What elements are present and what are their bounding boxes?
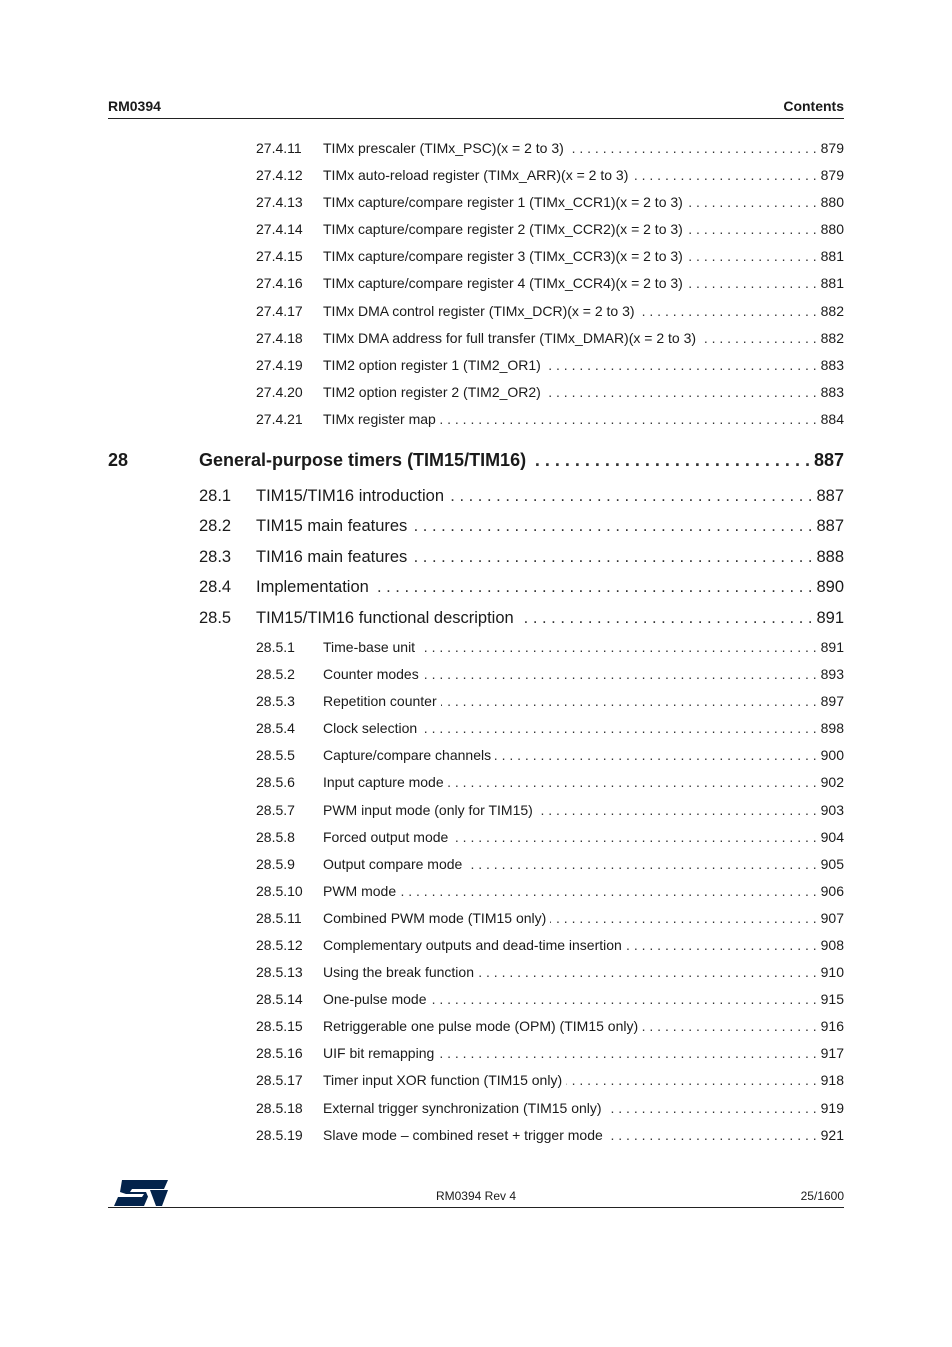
toc-entry[interactable] xyxy=(108,1072,844,1099)
header-rule xyxy=(108,118,844,119)
toc-entry[interactable] xyxy=(108,747,844,774)
toc-entry[interactable] xyxy=(108,991,844,1018)
toc-entry-page: 893 xyxy=(820,666,844,683)
toc-entry-title: Timer input XOR function (TIM15 only) xyxy=(323,1072,563,1089)
toc-entry-title: TIMx auto-reload register (TIMx_ARR)(x = 2 to 3) xyxy=(323,167,629,184)
toc-entry-page: 900 xyxy=(820,747,844,764)
footer-rule xyxy=(108,1207,844,1208)
toc-entry[interactable] xyxy=(108,883,844,910)
dot-leader xyxy=(550,910,816,926)
toc-entry-page: 881 xyxy=(820,275,844,292)
dot-leader xyxy=(400,883,817,899)
toc-entry-title: Forced output mode xyxy=(323,828,449,845)
toc-entry[interactable] xyxy=(108,330,844,357)
dot-leader xyxy=(687,275,817,291)
toc-entry-title: TIM2 option register 2 (TIM2_OR2) xyxy=(323,383,541,400)
toc-entry[interactable] xyxy=(108,303,844,330)
dot-leader xyxy=(545,384,817,400)
toc-entry-number: 27.4.15 xyxy=(256,248,303,265)
toc-entry-page: 887 xyxy=(816,517,844,536)
toc-entry-title: TIMx register map xyxy=(323,410,436,427)
toc-entry-page: 908 xyxy=(820,937,844,954)
toc-entry-page: 882 xyxy=(820,302,844,319)
toc-entry-title: Clock selection xyxy=(323,720,418,737)
toc-entry-title: Complementary outputs and dead-time insertion xyxy=(323,937,622,954)
toc-entry[interactable] xyxy=(108,221,844,248)
toc-entry-title: TIM16 main features xyxy=(256,547,408,566)
dot-leader xyxy=(642,1018,817,1034)
toc-entry-title: TIM2 option register 1 (TIM2_OR1) xyxy=(323,356,541,373)
toc-entry-page: 906 xyxy=(820,882,844,899)
toc-entry-page: 907 xyxy=(820,909,844,926)
dot-leader xyxy=(438,1045,816,1061)
toc-entry-title: TIM15 main features xyxy=(256,517,408,536)
toc-entry-number: 28.5.8 xyxy=(256,828,295,845)
toc-entry-title: Combined PWM mode (TIM15 only) xyxy=(323,909,547,926)
toc-entry[interactable] xyxy=(108,248,844,275)
toc-entry-page: 880 xyxy=(820,221,844,238)
doc-id: RM0394 xyxy=(108,98,161,114)
toc-entry-number: 28.2 xyxy=(199,517,232,536)
toc-entry-number: 27.4.16 xyxy=(256,275,303,292)
toc-entry[interactable] xyxy=(108,802,844,829)
toc-entry-page: 918 xyxy=(820,1072,844,1089)
toc-entry-title: TIMx DMA control register (TIMx_DCR)(x = 2 to 3) xyxy=(323,302,635,319)
toc-entry-title: Counter modes xyxy=(323,666,419,683)
dot-leader xyxy=(639,303,817,319)
toc-entry-number: 28.5.15 xyxy=(256,1018,303,1035)
toc-entry-title: TIM15/TIM16 functional description xyxy=(256,608,514,627)
toc-entry-number: 28.5.4 xyxy=(256,720,295,737)
toc-entry[interactable] xyxy=(108,487,844,517)
dot-leader xyxy=(431,991,817,1007)
toc-entry-number: 28.5 xyxy=(199,608,232,627)
toc-entry[interactable] xyxy=(108,517,844,547)
toc-entry-title: Capture/compare channels xyxy=(323,747,492,764)
toc-entry-number: 27.4.18 xyxy=(256,329,303,346)
dot-leader xyxy=(419,639,817,655)
toc-entry-number: 28.5.5 xyxy=(256,747,295,764)
toc-entry-page: 917 xyxy=(820,1045,844,1062)
toc-entry-number: 27.4.20 xyxy=(256,383,303,400)
toc-entry-number: 28.5.3 xyxy=(256,693,295,710)
toc-entry-title: PWM input mode (only for TIM15) xyxy=(323,801,533,818)
toc-entry-number: 28.5.10 xyxy=(256,882,303,899)
toc-entry-number: 28.5.17 xyxy=(256,1072,303,1089)
toc-entry-title: Slave mode – combined reset + trigger mode xyxy=(323,1126,603,1143)
toc-entry-title: UIF bit remapping xyxy=(323,1045,435,1062)
toc-entry-title: TIMx capture/compare register 2 (TIMx_CCR2)(x = 2 to 3) xyxy=(323,221,683,238)
toc-entry[interactable] xyxy=(108,1045,844,1072)
dot-leader xyxy=(441,693,817,709)
page-number: 25/1600 xyxy=(800,1189,844,1203)
dot-leader xyxy=(411,548,812,567)
toc-entry-title: One-pulse mode xyxy=(323,991,427,1008)
toc-entry-page: 883 xyxy=(820,383,844,400)
toc-entry[interactable] xyxy=(108,578,844,608)
toc-entry[interactable] xyxy=(108,693,844,720)
toc-entry-number: 27.4.14 xyxy=(256,221,303,238)
dot-leader xyxy=(632,167,816,183)
toc-entry-title: TIMx capture/compare register 1 (TIMx_CCR1)(x = 2 to 3) xyxy=(323,194,683,211)
toc-entry[interactable] xyxy=(108,140,844,167)
toc-entry-page: 883 xyxy=(820,356,844,373)
toc-entry-title: TIM15/TIM16 introduction xyxy=(256,487,444,506)
table-of-contents xyxy=(108,140,844,1154)
toc-entry[interactable] xyxy=(108,856,844,883)
toc-entry-page: 879 xyxy=(820,167,844,184)
dot-leader xyxy=(452,829,816,845)
dot-leader xyxy=(568,140,817,156)
dot-leader xyxy=(530,450,810,471)
toc-entry-page: 905 xyxy=(820,855,844,872)
toc-entry-page: 904 xyxy=(820,828,844,845)
toc-entry-page: 884 xyxy=(820,410,844,427)
toc-entry-number: 28 xyxy=(108,450,129,471)
toc-entry-title: Retriggerable one pulse mode (OPM) (TIM15 only) xyxy=(323,1018,639,1035)
dot-leader xyxy=(448,487,812,506)
toc-entry-title: PWM mode xyxy=(323,882,397,899)
toc-entry-title: TIMx capture/compare register 3 (TIMx_CCR3)(x = 2 to 3) xyxy=(323,248,683,265)
toc-entry[interactable] xyxy=(108,194,844,221)
dot-leader xyxy=(687,194,817,210)
toc-entry-number: 28.4 xyxy=(199,578,232,597)
toc-entry-number: 28.5.16 xyxy=(256,1045,303,1062)
toc-entry-page: 882 xyxy=(820,329,844,346)
toc-entry-number: 27.4.13 xyxy=(256,194,303,211)
toc-entry-number: 28.5.12 xyxy=(256,937,303,954)
toc-entry-page: 881 xyxy=(820,248,844,265)
section-name: Contents xyxy=(783,98,844,114)
toc-entry-number: 28.1 xyxy=(199,487,232,506)
toc-entry[interactable] xyxy=(108,357,844,384)
dot-leader xyxy=(423,666,817,682)
toc-entry[interactable] xyxy=(108,167,844,194)
toc-entry[interactable] xyxy=(108,609,844,639)
toc-entry-number: 28.5.19 xyxy=(256,1126,303,1143)
toc-entry-title: Time-base unit xyxy=(323,638,416,655)
toc-entry-title: Repetition counter xyxy=(323,693,437,710)
toc-entry-number: 28.5.18 xyxy=(256,1099,303,1116)
toc-entry[interactable] xyxy=(108,548,844,578)
toc-entry-page: 890 xyxy=(816,578,844,597)
dot-leader xyxy=(687,221,817,237)
dot-leader xyxy=(687,248,817,264)
toc-entry-page: 887 xyxy=(813,450,844,471)
toc-entry-page: 910 xyxy=(820,964,844,981)
toc-entry[interactable] xyxy=(108,964,844,991)
toc-entry-page: 880 xyxy=(820,194,844,211)
toc-entry-number: 27.4.17 xyxy=(256,302,303,319)
toc-entry[interactable] xyxy=(108,411,844,438)
toc-entry-page: 897 xyxy=(820,693,844,710)
toc-entry-title: TIMx capture/compare register 4 (TIMx_CCR4)(x = 2 to 3) xyxy=(323,275,683,292)
toc-entry[interactable] xyxy=(108,666,844,693)
toc-entry-title: Input capture mode xyxy=(323,774,444,791)
toc-entry-page: 902 xyxy=(820,774,844,791)
toc-entry-number: 28.5.6 xyxy=(256,774,295,791)
toc-entry-number: 28.3 xyxy=(199,547,232,566)
toc-entry-number: 27.4.11 xyxy=(256,140,302,156)
toc-entry-page: 915 xyxy=(820,991,844,1008)
toc-entry-number: 28.5.13 xyxy=(256,964,303,981)
dot-leader xyxy=(448,774,817,790)
toc-entry-title: Implementation xyxy=(256,578,369,597)
revision: RM0394 Rev 4 xyxy=(435,1189,517,1203)
toc-entry[interactable] xyxy=(108,1100,844,1127)
toc-entry-page: 879 xyxy=(820,140,844,156)
toc-entry[interactable] xyxy=(108,450,844,487)
dot-leader xyxy=(566,1072,817,1088)
toc-entry-number: 28.5.9 xyxy=(256,855,295,872)
toc-entry-page: 888 xyxy=(816,547,844,566)
toc-entry-number: 27.4.12 xyxy=(256,167,303,184)
toc-entry-page: 891 xyxy=(816,608,844,627)
toc-entry-page: 921 xyxy=(820,1126,844,1143)
toc-entry-page: 898 xyxy=(820,720,844,737)
toc-entry[interactable] xyxy=(108,829,844,856)
toc-entry[interactable] xyxy=(108,1018,844,1045)
toc-entry-number: 28.5.11 xyxy=(256,909,302,926)
dot-leader xyxy=(373,578,813,597)
dot-leader xyxy=(606,1100,817,1116)
dot-leader xyxy=(466,856,816,872)
dot-leader xyxy=(607,1127,817,1143)
toc-entry[interactable] xyxy=(108,1127,844,1154)
toc-entry-number: 27.4.19 xyxy=(256,356,303,373)
toc-entry-title: General-purpose timers (TIM15/TIM16) xyxy=(199,450,527,471)
toc-entry-number: 28.5.14 xyxy=(256,991,303,1008)
toc-entry-page: 891 xyxy=(820,638,844,655)
toc-entry-number: 28.5.1 xyxy=(256,638,295,655)
dot-leader xyxy=(537,802,817,818)
toc-entry-page: 916 xyxy=(820,1018,844,1035)
dot-leader xyxy=(545,357,817,373)
dot-leader xyxy=(478,964,817,980)
toc-entry[interactable] xyxy=(108,275,844,302)
toc-entry[interactable] xyxy=(108,384,844,411)
dot-leader xyxy=(495,747,817,763)
toc-entry[interactable] xyxy=(108,720,844,747)
toc-entry-number: 28.5.2 xyxy=(256,666,295,683)
toc-entry-page: 919 xyxy=(820,1099,844,1116)
toc-entry[interactable] xyxy=(108,639,844,666)
toc-entry-title: TIMx DMA address for full transfer (TIMx_DMAR)(x = 2 to 3) xyxy=(323,329,697,346)
toc-entry-number: 27.4.21 xyxy=(256,410,303,427)
toc-entry-title: Using the break function xyxy=(323,964,474,981)
toc-entry-page: 887 xyxy=(816,487,844,506)
dot-leader xyxy=(411,517,812,536)
toc-entry[interactable] xyxy=(108,937,844,964)
dot-leader xyxy=(440,411,817,427)
toc-entry[interactable] xyxy=(108,774,844,801)
dot-leader xyxy=(700,330,817,346)
dot-leader xyxy=(626,937,817,953)
toc-entry-number: 28.5.7 xyxy=(256,801,295,818)
toc-entry[interactable] xyxy=(108,910,844,937)
page-header xyxy=(108,94,844,114)
toc-entry-page: 903 xyxy=(820,801,844,818)
toc-entry-title: External trigger synchronization (TIM15 only) xyxy=(323,1099,602,1116)
dot-leader xyxy=(518,609,813,628)
dot-leader xyxy=(421,720,816,736)
page-footer xyxy=(108,1180,844,1208)
toc-entry-title: Output compare mode xyxy=(323,855,463,872)
toc-entry-title: TIMx prescaler (TIMx_PSC)(x = 2 to 3) xyxy=(323,140,564,156)
